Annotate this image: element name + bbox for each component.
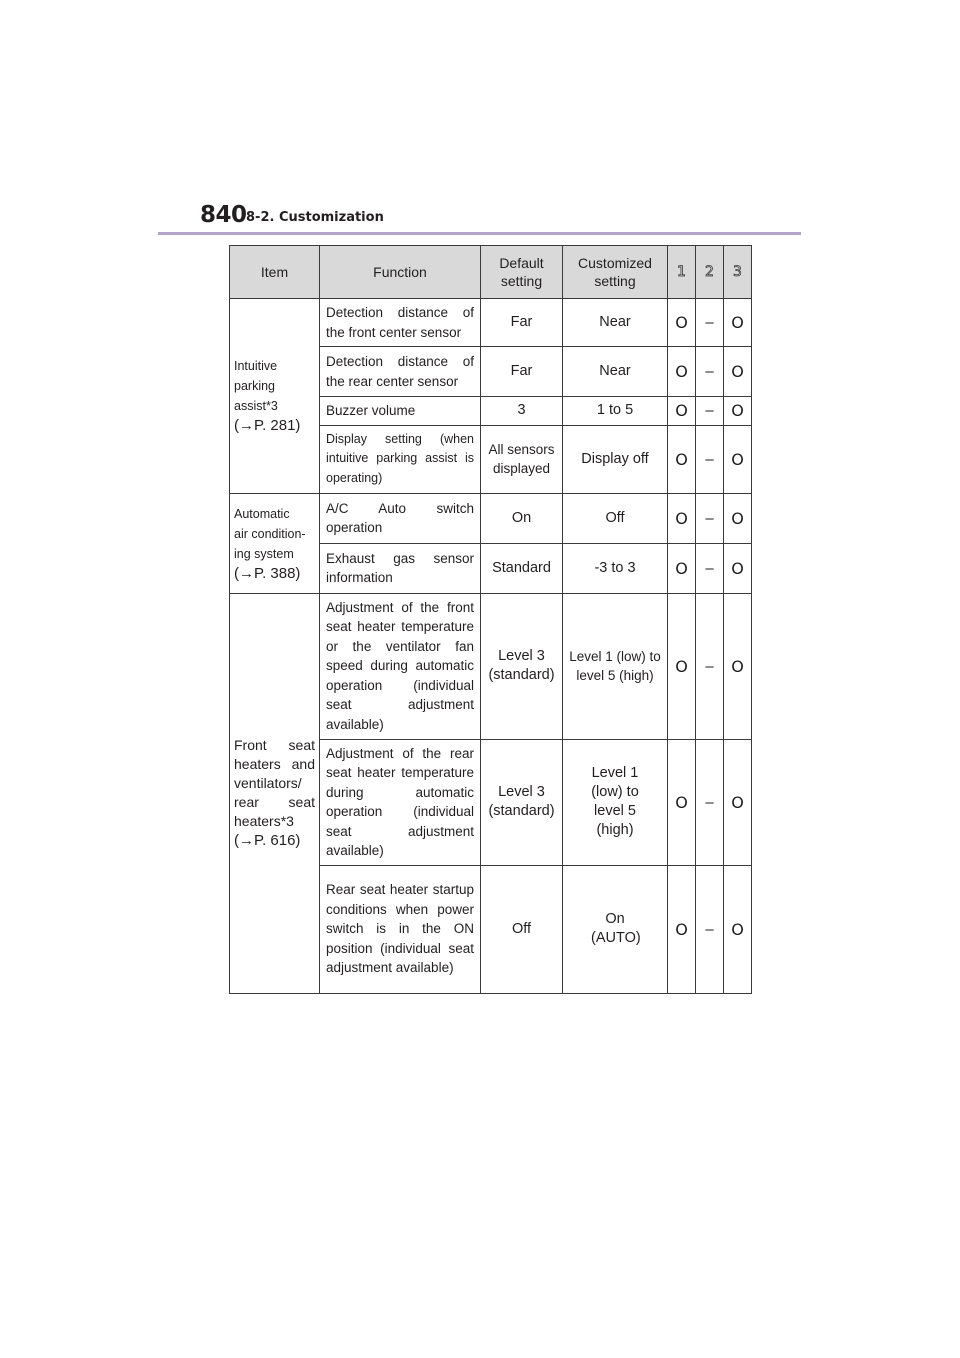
item-line: Intuitive <box>234 359 278 374</box>
col-customized-l1: Customized <box>578 255 652 271</box>
mark-1: O <box>668 425 696 493</box>
mark-2: – <box>696 593 724 739</box>
item-seat-heaters <box>230 593 320 993</box>
mark-3: O <box>724 865 752 993</box>
page-ref: (→P. 281) <box>234 417 301 435</box>
mark-2: – <box>696 299 724 347</box>
mark-2: – <box>696 865 724 993</box>
default-cell: Far <box>481 299 563 347</box>
mark-2: – <box>696 493 724 543</box>
customized-cell: Off <box>563 493 668 543</box>
function-cell: Adjustment of the rear seat heater temperature during automatic operation (individual seat adjustment available) <box>320 739 481 865</box>
customized-cell: Level 1 (low) to level 5 (high) <box>563 593 668 739</box>
page-ref: (→P. 388) <box>234 564 301 582</box>
mark-1: O <box>668 739 696 865</box>
function-cell: A/C Auto switch operation <box>320 493 481 543</box>
col-1: 1 <box>668 246 696 299</box>
customization-table <box>229 245 752 994</box>
mark-2: – <box>696 397 724 426</box>
mark-3: O <box>724 425 752 493</box>
col-3: 3 <box>724 246 752 299</box>
customized-cell: Level 1 (low) to level 5 (high) <box>563 739 668 865</box>
function-cell: Detection distance of the rear center sensor <box>320 347 481 397</box>
mark-2: – <box>696 425 724 493</box>
mark-3: O <box>724 347 752 397</box>
col-customized-l2: setting <box>594 273 636 289</box>
function-cell: Display setting (when intuitive parking assist is operating) <box>320 425 481 493</box>
item-line: Front seat heaters and ventilators/ rear seat heaters*3 <box>234 737 315 829</box>
mark-3: O <box>724 493 752 543</box>
mark-3: O <box>724 543 752 593</box>
col-item: Item <box>230 246 320 299</box>
mark-1: O <box>668 593 696 739</box>
col-customized <box>563 246 668 299</box>
function-cell: Detection distance of the front center sensor <box>320 299 481 347</box>
default-cell: Level 3 (standard) <box>481 593 563 739</box>
table-header-row <box>230 246 752 299</box>
default-cell: Far <box>481 347 563 397</box>
col-default <box>481 246 563 299</box>
item-line: ing system <box>234 546 294 561</box>
col-default-l1: Default <box>499 255 544 271</box>
mark-1: O <box>668 299 696 347</box>
function-cell: Buzzer volume <box>320 397 481 426</box>
mark-3: O <box>724 593 752 739</box>
default-cell: Level 3 (standard) <box>481 739 563 865</box>
mark-2: – <box>696 543 724 593</box>
item-line: Automatic <box>234 506 290 521</box>
function-cell: Adjustment of the front seat heater temperature or the ventilator fan speed during automatic operation (individual seat adjustment available) <box>320 593 481 739</box>
page-ref: (→P. 616) <box>234 832 301 849</box>
customized-cell: Near <box>563 347 668 397</box>
customized-cell: -3 to 3 <box>563 543 668 593</box>
customized-cell: Display off <box>563 425 668 493</box>
mark-2: – <box>696 347 724 397</box>
table-row <box>230 593 752 739</box>
function-cell: Rear seat heater startup conditions when power switch is in the ON position (individual seat adjustment available) <box>320 865 481 993</box>
col-function: Function <box>320 246 481 299</box>
mark-1: O <box>668 865 696 993</box>
customized-cell: 1 to 5 <box>563 397 668 426</box>
mark-3: O <box>724 299 752 347</box>
mark-1: O <box>668 493 696 543</box>
mark-3: O <box>724 397 752 426</box>
mark-1: O <box>668 397 696 426</box>
item-air-conditioning <box>230 493 320 593</box>
default-cell: On <box>481 493 563 543</box>
default-cell: Off <box>481 865 563 993</box>
default-cell: Standard <box>481 543 563 593</box>
col-2: 2 <box>696 246 724 299</box>
item-intuitive-parking <box>230 299 320 494</box>
page-number: 840 <box>200 202 247 228</box>
table-row <box>230 299 752 347</box>
customized-cell: On (AUTO) <box>563 865 668 993</box>
mark-1: O <box>668 347 696 397</box>
mark-2: – <box>696 739 724 865</box>
col-default-l2: setting <box>500 273 543 289</box>
section-title: 8-2. Customization <box>246 210 384 225</box>
table-row <box>230 493 752 543</box>
item-line: assist*3 <box>234 399 278 414</box>
default-cell: All sensors displayed <box>481 425 563 493</box>
mark-1: O <box>668 543 696 593</box>
default-cell: 3 <box>481 397 563 426</box>
item-line: parking <box>234 379 275 394</box>
header-rule <box>158 232 801 235</box>
function-cell: Exhaust gas sensor information <box>320 543 481 593</box>
item-line: air condition- <box>234 526 306 541</box>
mark-3: O <box>724 739 752 865</box>
customized-cell: Near <box>563 299 668 347</box>
